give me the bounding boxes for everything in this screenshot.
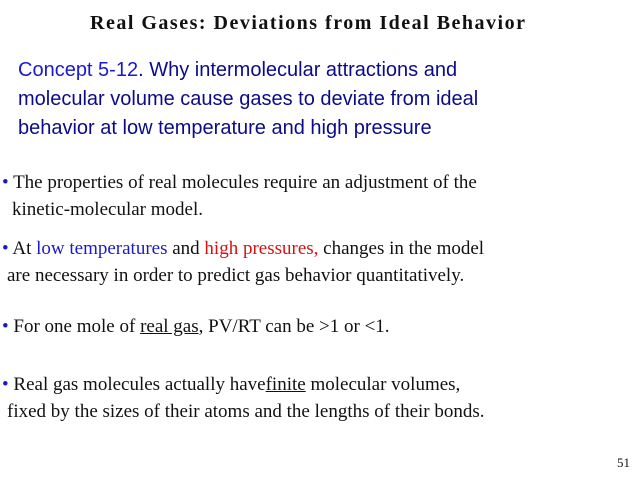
bullet-marker: • bbox=[2, 316, 9, 337]
bullet-1-line-2: kinetic-molecular model. bbox=[12, 199, 203, 220]
bullet-4-post: molecular volumes, bbox=[305, 374, 461, 395]
bullet-2-pre: At bbox=[8, 238, 37, 259]
concept-line-1 bbox=[18, 56, 618, 85]
concept-line-2: molecular volume cause gases to deviate from ideal bbox=[18, 88, 479, 110]
bullet-marker: • bbox=[2, 238, 9, 259]
bullet-4-line-2: fixed by the sizes of their atoms and the lengths of their bonds. bbox=[7, 401, 485, 422]
high-pressures-highlight: high pressures, bbox=[204, 238, 319, 259]
bullet-marker: • bbox=[2, 172, 9, 193]
concept-statement bbox=[18, 56, 618, 143]
slide-title: Real Gases: Deviations from Ideal Behavior bbox=[90, 12, 527, 34]
bullet-low-temp-high-pressure bbox=[2, 235, 632, 289]
low-temperatures-highlight: low temperatures bbox=[36, 238, 168, 259]
bullet-1-text: The properties of real molecules require an adjustment of the bbox=[8, 172, 477, 193]
real-gas-underlined: real gas bbox=[140, 316, 199, 337]
concept-line-3: behavior at low temperature and high pressure bbox=[18, 117, 432, 139]
bullet-3-post: , PV/RT can be >1 or <1. bbox=[198, 316, 390, 337]
bullet-real-molecules bbox=[2, 169, 632, 223]
bullet-2-mid: and bbox=[167, 238, 205, 259]
bullet-2-post: changes in the model bbox=[318, 238, 485, 259]
concept-label: Concept 5-12 bbox=[18, 59, 139, 81]
bullet-3-line-1 bbox=[2, 313, 632, 340]
bullet-marker: • bbox=[2, 374, 9, 395]
finite-underlined: finite bbox=[265, 374, 306, 395]
bullet-pv-rt bbox=[2, 313, 632, 340]
bullet-4-pre: Real gas molecules actually have bbox=[8, 374, 266, 395]
page-number: 51 bbox=[617, 455, 630, 470]
concept-line-1-text: . Why intermolecular attractions and bbox=[138, 59, 458, 81]
bullet-finite-volumes bbox=[2, 371, 632, 425]
bullet-2-line-1 bbox=[2, 235, 632, 262]
bullet-1-line-1 bbox=[2, 169, 632, 196]
bullet-2-line-2: are necessary in order to predict gas behavior quantitatively. bbox=[7, 265, 465, 286]
bullet-4-line-1 bbox=[2, 371, 632, 398]
bullet-3-pre: For one mole of bbox=[8, 316, 141, 337]
